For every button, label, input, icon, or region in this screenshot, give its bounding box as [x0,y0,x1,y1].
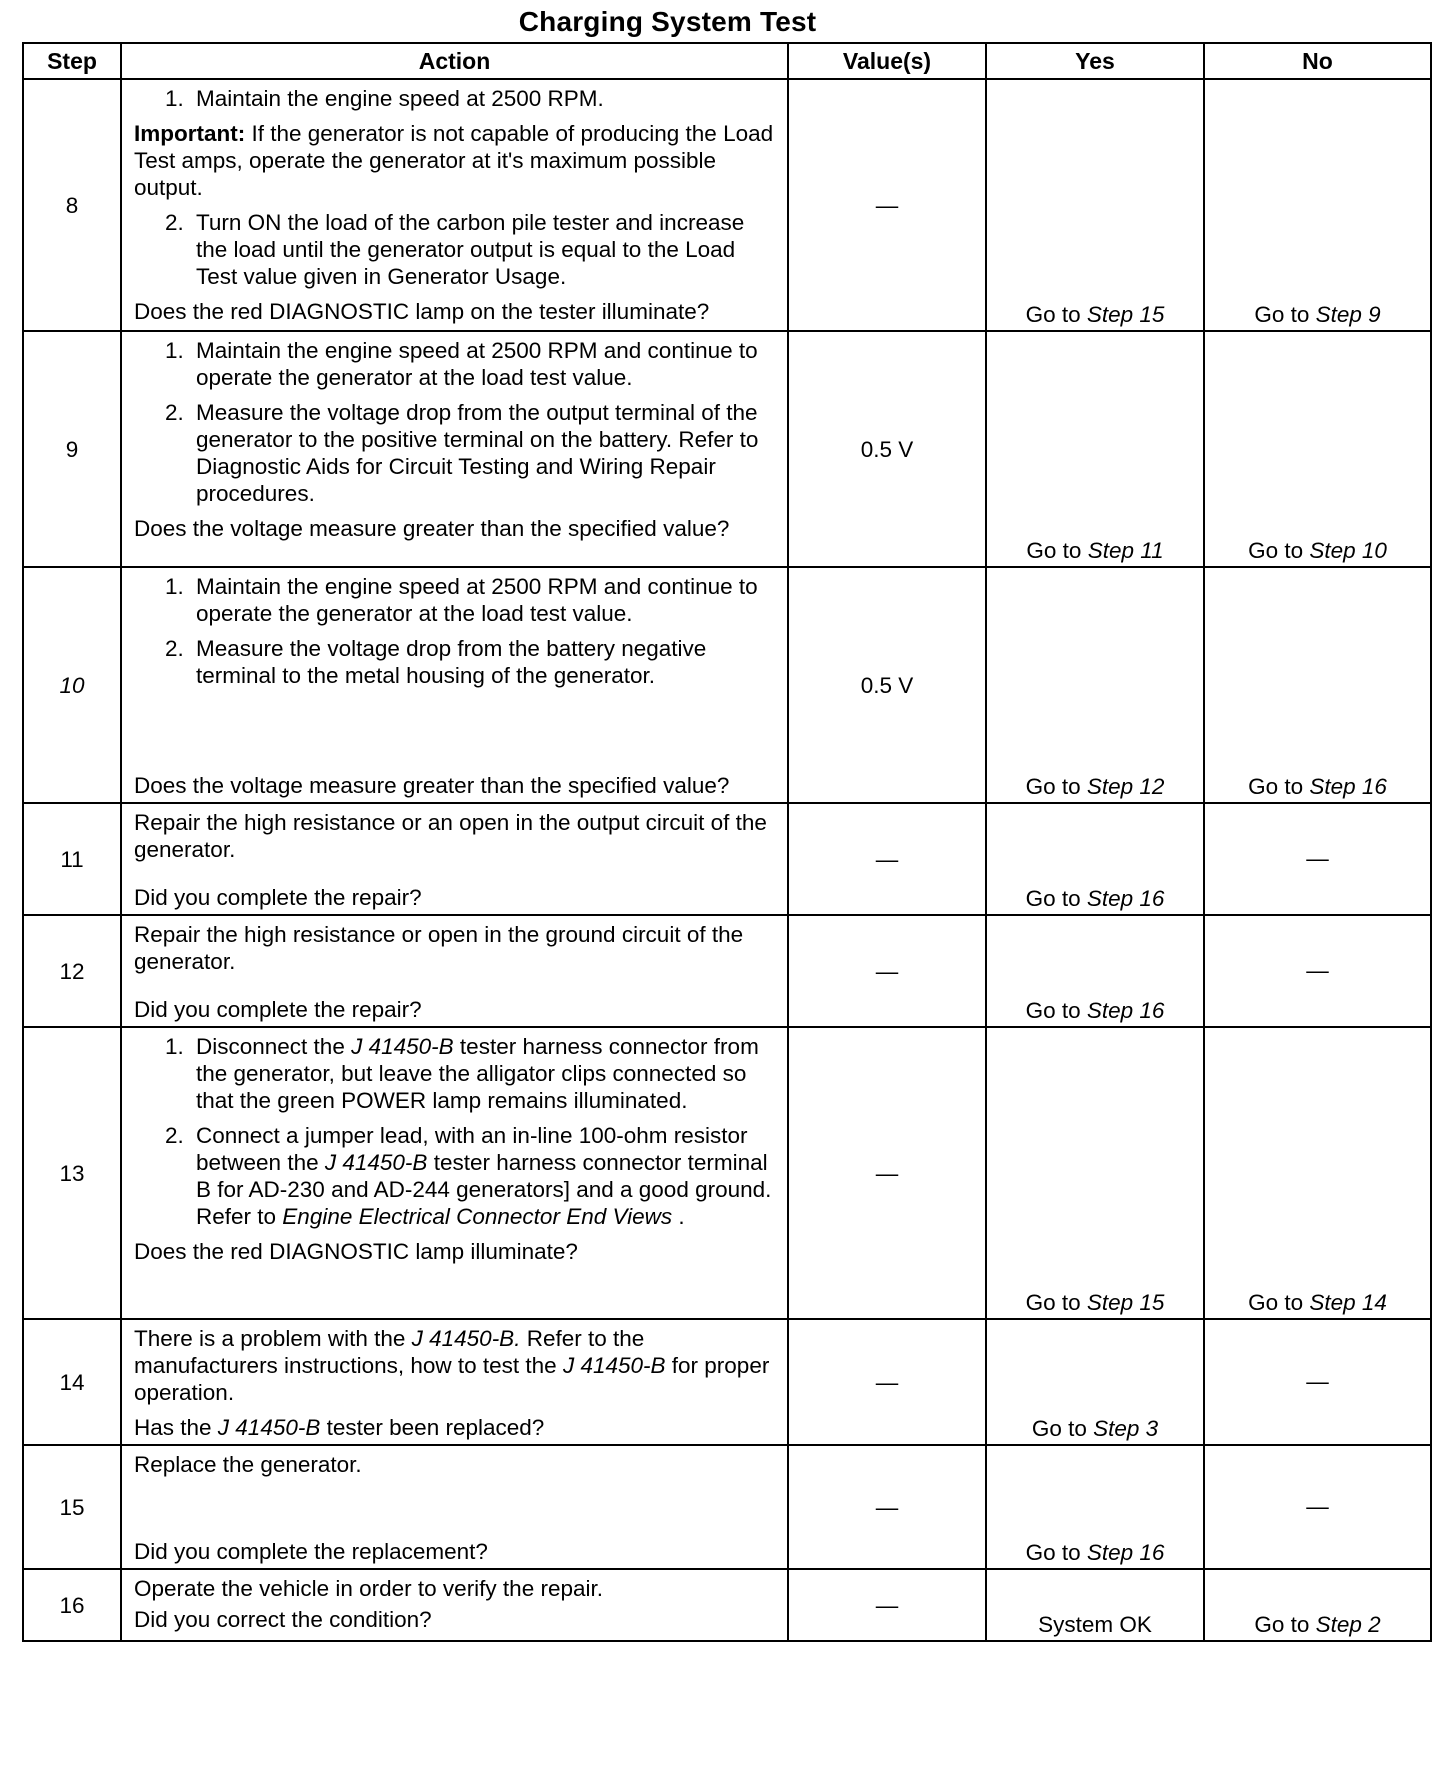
yes-cell [986,79,1204,331]
action-text: Operate the vehicle in order to verify the repair. [134,1576,603,1601]
action-cell [121,803,788,915]
action-text: Replace the generator. [134,1452,362,1477]
tool-ref: J 41450-B [562,1353,666,1378]
yes-prefix: Go to [1025,302,1087,327]
table-row-step-8 [23,79,1431,331]
yes-cell [986,1319,1204,1445]
important-text: If the generator is not capable of producing the Load Test amps, operate the generator at it's maximum possible output. [134,121,774,200]
action-step: 1. Maintain the engine speed at 2500 RPM. [190,85,779,112]
step-number: 15 [23,1445,121,1569]
action-step: 2. Measure the voltage drop from the output terminal of the generator to the positive terminal on the battery. Refer to Diagnostic Aids for Circuit Testing and Wiring Repair procedures. [190,399,779,507]
tool-ref: J 41450-B [351,1034,454,1059]
yes-cell [986,1445,1204,1569]
step-text: Connect a jumper lead, with an in-line 100-ohm resistor between the [196,1123,748,1175]
yes-cell [986,1027,1204,1319]
no-step-ref: Step 16 [1309,774,1387,799]
action-steps [134,85,779,112]
action-question [134,1414,779,1441]
action-cell [121,1445,788,1569]
step-text: Disconnect the [196,1034,352,1059]
action-step: 1. Maintain the engine speed at 2500 RPM and continue to operate the generator at the load test value. [190,573,779,627]
table-row-step-14 [23,1319,1431,1445]
no-step-ref: Step 10 [1309,538,1387,563]
action-cell [121,1319,788,1445]
action-cell [121,331,788,567]
table-row-step-11 [23,803,1431,915]
step-text: tester harness connector terminal B for AD-230 and AD-244 generators] and a good ground. Refer to [196,1150,772,1229]
page-title: Charging System Test [518,6,817,37]
step-number: 14 [23,1319,121,1445]
no-cell [1204,1027,1431,1319]
no-prefix: Go to [1248,774,1310,799]
action-text: Repair the high resistance or an open in the output circuit of the generator. [134,810,767,862]
value-cell: 0.5 V [788,331,986,567]
yes-prefix: Go to [1031,1416,1094,1441]
step-number: 11 [23,803,121,915]
value-cell: — [788,1319,986,1445]
no-prefix: Go to [1254,302,1316,327]
yes-cell: System OK [986,1569,1204,1641]
action-cell [121,567,788,803]
table-row-step-12 [23,915,1431,1027]
no-cell [1204,567,1431,803]
action-question: Does the voltage measure greater than the specified value? [134,773,730,798]
value-cell: — [788,1445,986,1569]
yes-step-ref: Step 11 [1087,538,1164,563]
action-question: Did you complete the repair? [134,997,422,1022]
yes-step-ref: Step 15 [1086,1290,1165,1315]
yes-step-ref: Step 16 [1086,1540,1165,1565]
action-text: Repair the high resistance or open in the ground circuit of the generator. [134,922,744,974]
important-note [134,120,779,201]
no-prefix: Go to [1248,1290,1310,1315]
value-cell: — [788,1569,986,1641]
yes-step-ref: Step 3 [1093,1416,1159,1441]
yes-cell [986,331,1204,567]
yes-step-ref: Step 12 [1086,774,1165,799]
yes-cell [986,915,1204,1027]
header-values: Value(s) [788,43,986,79]
value-cell: — [788,1027,986,1319]
step-text: Refer to the manufacturers instructions, how to test the [134,1326,645,1378]
yes-cell [986,803,1204,915]
header-step: Step [23,43,121,79]
yes-prefix: Go to [1025,1540,1087,1565]
doc-ref: Engine Electrical Connector End Views [282,1204,673,1229]
action-question: Does the voltage measure greater than the specified value? [134,516,730,541]
no-cell: — [1204,1319,1431,1445]
no-step-ref: Step 14 [1309,1290,1387,1315]
important-label: Important: [134,121,246,146]
no-prefix: Go to [1248,538,1310,563]
step-text: tester been replaced? [320,1415,545,1440]
action-steps [134,1033,779,1230]
no-cell: — [1204,915,1431,1027]
step-text: Has the [134,1415,218,1440]
header-yes: Yes [986,43,1204,79]
no-cell [1204,331,1431,567]
header-no: No [1204,43,1431,79]
yes-prefix: Go to [1025,1290,1087,1315]
table-row-step-10 [23,567,1431,803]
action-step: 2. Turn ON the load of the carbon pile tester and increase the load until the generator output is equal to the Load Test value given in Generator Usage. [190,209,779,290]
action-cell [121,1027,788,1319]
action-question: Does the red DIAGNOSTIC lamp illuminate? [134,1239,578,1264]
value-cell: — [788,803,986,915]
yes-prefix: Go to [1025,998,1087,1023]
action-step [190,1122,779,1230]
yes-step-ref: Step 16 [1086,998,1165,1023]
table-row-step-16 [23,1569,1431,1641]
value-cell: — [788,915,986,1027]
action-steps [134,337,779,507]
step-number: 9 [23,331,121,567]
action-step [190,1033,779,1114]
step-number: 10 [23,567,121,803]
step-text: tester harness connector from the generator, but leave the alligator clips connected so that the green POWER lamp remains illuminated. [196,1034,759,1113]
yes-step-ref: Step 15 [1086,302,1165,327]
yes-prefix: Go to [1025,774,1087,799]
step-text: . [672,1204,685,1229]
step-number: 12 [23,915,121,1027]
value-cell: 0.5 V [788,567,986,803]
action-question: Did you correct the condition? [134,1607,432,1632]
step-text: There is a problem with the [134,1326,412,1351]
action-question: Does the red DIAGNOSTIC lamp on the tester illuminate? [134,299,710,324]
header-action: Action [121,43,788,79]
tool-ref: J 41450-B [324,1150,428,1175]
tool-ref: J 41450-B. [411,1326,521,1351]
action-steps [134,209,779,290]
no-cell [1204,79,1431,331]
no-cell: — [1204,1445,1431,1569]
yes-prefix: Go to [1026,538,1088,563]
table-row-step-15 [23,1445,1431,1569]
action-cell [121,915,788,1027]
yes-cell [986,567,1204,803]
header-row [23,43,1431,79]
action-cell [121,1569,788,1641]
no-cell [1204,1569,1431,1641]
step-number: 16 [23,1569,121,1641]
table-row-step-13 [23,1027,1431,1319]
no-prefix: Go to [1254,1612,1316,1637]
yes-step-ref: Step 16 [1086,886,1165,911]
action-step: 1. Maintain the engine speed at 2500 RPM and continue to operate the generator at the load test value. [190,337,779,391]
no-cell: — [1204,803,1431,915]
action-question: Did you complete the replacement? [134,1539,488,1564]
action-cell [121,79,788,331]
no-step-ref: Step 2 [1315,1612,1381,1637]
action-question: Did you complete the repair? [134,885,422,910]
step-number: 13 [23,1027,121,1319]
table-row-step-9 [23,331,1431,567]
step-number: 8 [23,79,121,331]
charging-system-test-table [22,42,1432,1642]
tool-ref: J 41450-B [217,1415,321,1440]
yes-prefix: Go to [1025,886,1087,911]
step-text: for proper operation. [134,1353,770,1405]
action-steps [134,573,779,689]
no-step-ref: Step 9 [1315,302,1381,327]
action-text [134,1325,779,1406]
value-cell: — [788,79,986,331]
action-step: 2. Measure the voltage drop from the battery negative terminal to the metal housing of the generator. [190,635,779,689]
